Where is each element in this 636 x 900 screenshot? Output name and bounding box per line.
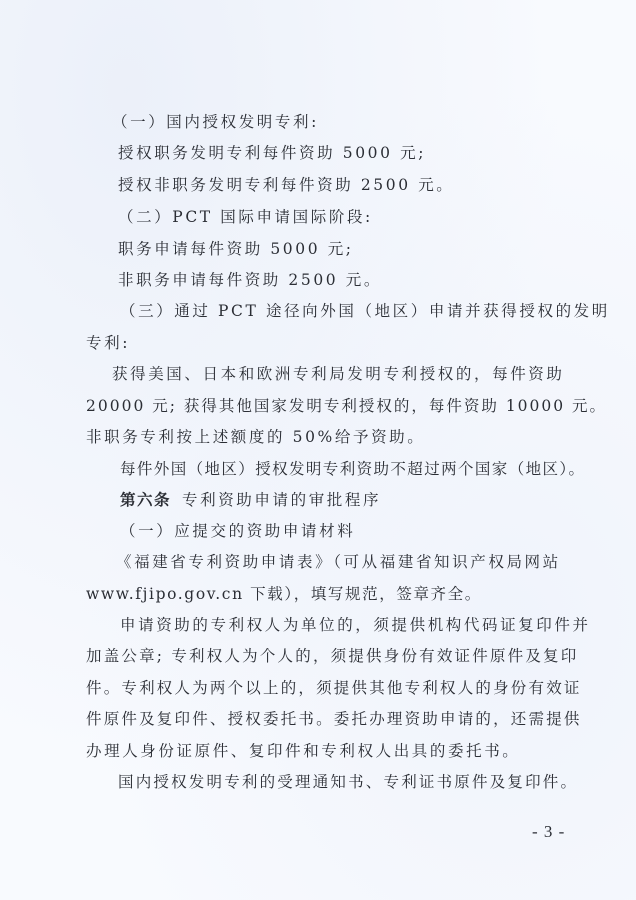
paragraph-line: 非职务申请每件资助 2500 元。 — [118, 271, 383, 289]
paragraph-line: 职务申请每件资助 5000 元; — [118, 240, 354, 258]
paragraph-line: 每件外国（地区）授权发明专利资助不超过两个国家（地区）。 — [120, 460, 586, 478]
paragraph-line: 件原件及复印件、授权委托书。委托办理资助申请的，还需提供 — [86, 710, 582, 728]
section-heading-pct-international: （二）PCT 国际申请国际阶段: — [118, 208, 373, 226]
paragraph-line: 国内授权发明专利的受理通知书、专利证书原件及复印件。 — [118, 773, 579, 791]
paragraph-line: 20000 元; 获得其他国家发明专利授权的，每件资助 10000 元。 — [86, 397, 608, 415]
paragraph-line-website: www.fjipo.gov.cn 下载），填写规范，签章齐全。 — [86, 585, 482, 603]
article-six-label: 第六条 — [120, 490, 172, 509]
paragraph-line: 《福建省专利资助申请表》（可从福建省知识产权局网站 — [116, 553, 561, 571]
section-heading-materials: （一）应提交的资助申请材料 — [120, 522, 356, 540]
paragraph-line: 非职务专利按上述额度的 50%给予资助。 — [86, 428, 426, 446]
paragraph-line: 授权非职务发明专利每件资助 2500 元。 — [118, 176, 455, 194]
paragraph-line: 件。专利权人为两个以上的，须提供其他专利权人的身份有效证 — [86, 679, 582, 697]
paragraph-line: 申请资助的专利权人为单位的，须提供机构代码证复印件并 — [120, 616, 591, 634]
section-heading-domestic-invention: （一）国内授权发明专利: — [112, 113, 319, 131]
paragraph-line: 加盖公章; 专利权人为个人的，须提供身份有效证件原件及复印 — [86, 647, 579, 665]
paragraph-line: 办理人身份证原件、复印件和专利权人出具的委托书。 — [86, 742, 521, 760]
paragraph-line: 获得美国、日本和欧洲专利局发明专利授权的，每件资助 — [112, 365, 565, 383]
paragraph-line: 授权职务发明专利每件资助 5000 元; — [118, 144, 427, 162]
section-heading-pct-foreign: （三）通过 PCT 途径向外国（地区）申请并获得授权的发明 — [120, 302, 610, 320]
page-number: - 3 - — [532, 822, 566, 841]
article-six-title: 专利资助申请的审批程序 — [182, 491, 382, 509]
paragraph-line: 专利: — [86, 334, 131, 352]
